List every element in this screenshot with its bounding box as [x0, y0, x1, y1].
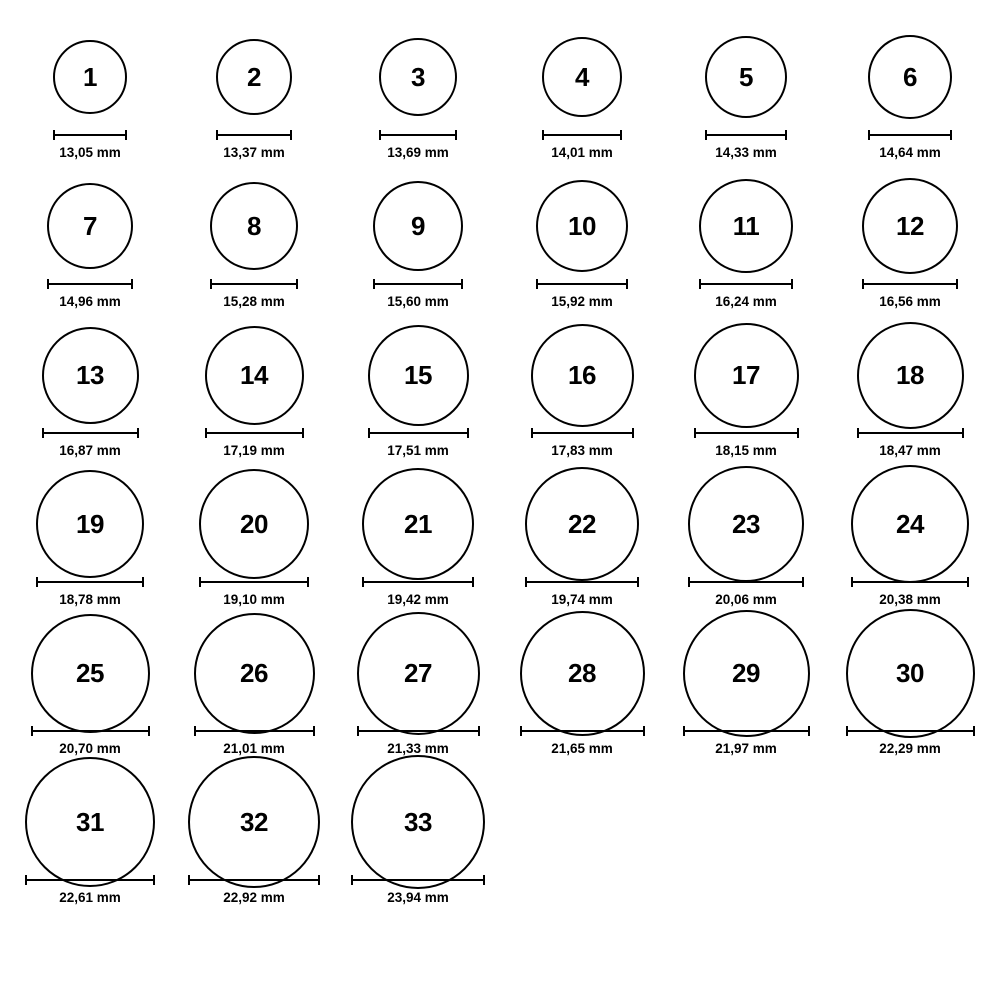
measure-line	[357, 730, 480, 732]
ring-size-number: 19	[76, 509, 104, 539]
ring-measure-bar	[683, 726, 810, 736]
ring-size-number: 1	[83, 62, 97, 92]
measure-cap-left	[42, 428, 44, 438]
ring-measure-bar	[368, 428, 469, 438]
measure-cap-left	[542, 130, 544, 140]
ring-diameter-label: 17,83 mm	[551, 443, 613, 458]
ring-diameter-label: 16,56 mm	[879, 294, 941, 309]
ring-measure-bar	[205, 428, 304, 438]
measure-cap-left	[862, 279, 864, 289]
measure-cap-left	[531, 428, 533, 438]
ring-size-cell	[336, 167, 500, 316]
ring-circle	[536, 180, 628, 272]
ring-size-number: 3	[411, 62, 425, 92]
measure-cap-left	[688, 577, 690, 587]
measure-line	[851, 581, 969, 583]
measure-cap-right	[467, 428, 469, 438]
ring-circle	[362, 468, 474, 580]
ring-diameter-label: 17,19 mm	[223, 443, 285, 458]
ring-diameter-label: 19,10 mm	[223, 592, 285, 607]
ring-circle-wrap	[172, 316, 336, 434]
measure-cap-right	[808, 726, 810, 736]
ring-diameter-label: 21,33 mm	[387, 741, 449, 756]
ring-size-number: 20	[240, 509, 268, 539]
measure-line	[25, 879, 155, 881]
ring-circle	[368, 325, 469, 426]
measure-line	[210, 283, 298, 285]
ring-size-number: 6	[903, 62, 917, 92]
ring-diameter-label: 14,64 mm	[879, 145, 941, 160]
ring-circle	[216, 39, 292, 115]
measure-cap-right	[313, 726, 315, 736]
ring-measure-bar	[868, 130, 952, 140]
ring-circle	[199, 469, 309, 579]
measure-line	[705, 134, 787, 136]
ring-measure-bar	[31, 726, 150, 736]
ring-measure-bar	[688, 577, 804, 587]
ring-size-cell	[664, 316, 828, 465]
measure-line	[699, 283, 793, 285]
ring-measure-bar	[705, 130, 787, 140]
ring-circle-wrap	[8, 465, 172, 583]
ring-size-number: 21	[404, 509, 432, 539]
measure-cap-right	[483, 875, 485, 885]
ring-measure-bar	[379, 130, 457, 140]
ring-size-cell	[500, 316, 664, 465]
measure-cap-right	[643, 726, 645, 736]
measure-line	[188, 879, 320, 881]
measure-line	[373, 283, 463, 285]
measure-cap-left	[536, 279, 538, 289]
ring-diameter-label: 22,29 mm	[879, 741, 941, 756]
ring-diameter-label: 16,87 mm	[59, 443, 121, 458]
ring-diameter-label: 20,70 mm	[59, 741, 121, 756]
ring-circle	[357, 612, 480, 735]
ring-size-cell	[172, 316, 336, 465]
measure-cap-left	[368, 428, 370, 438]
ring-circle-wrap	[172, 167, 336, 285]
measure-cap-left	[379, 130, 381, 140]
ring-diameter-label: 15,28 mm	[223, 294, 285, 309]
ring-measure-bar	[210, 279, 298, 289]
measure-line	[846, 730, 975, 732]
measure-cap-right	[318, 875, 320, 885]
measure-cap-right	[455, 130, 457, 140]
ring-circle	[25, 757, 155, 887]
ring-diameter-label: 21,01 mm	[223, 741, 285, 756]
ring-measure-bar	[525, 577, 639, 587]
ring-size-cell	[828, 316, 992, 465]
measure-line	[351, 879, 485, 881]
ring-circle-wrap	[336, 316, 500, 434]
ring-circle-wrap	[8, 167, 172, 285]
ring-diameter-label: 18,78 mm	[59, 592, 121, 607]
ring-measure-bar	[531, 428, 634, 438]
ring-circle	[194, 613, 315, 734]
measure-cap-left	[188, 875, 190, 885]
ring-measure-bar	[846, 726, 975, 736]
ring-circle	[53, 40, 127, 114]
ring-circle	[31, 614, 150, 733]
ring-size-cell	[664, 167, 828, 316]
measure-cap-left	[210, 279, 212, 289]
ring-circle	[47, 183, 133, 269]
ring-size-cell	[828, 167, 992, 316]
measure-line	[525, 581, 639, 583]
measure-cap-right	[307, 577, 309, 587]
ring-size-cell	[500, 614, 664, 763]
ring-size-number: 33	[404, 807, 432, 837]
ring-measure-bar	[536, 279, 628, 289]
ring-circle-wrap	[828, 465, 992, 583]
ring-size-cell	[664, 18, 828, 167]
ring-size-cell	[8, 465, 172, 614]
ring-measure-bar	[357, 726, 480, 736]
ring-circle	[699, 179, 793, 273]
ring-circle	[210, 182, 298, 270]
ring-size-number: 10	[568, 211, 596, 241]
measure-cap-right	[137, 428, 139, 438]
ring-size-cell	[8, 18, 172, 167]
ring-size-number: 24	[896, 509, 924, 539]
ring-diameter-label: 13,69 mm	[387, 145, 449, 160]
measure-cap-right	[632, 428, 634, 438]
ring-circle-wrap	[336, 614, 500, 732]
ring-circle	[373, 181, 463, 271]
ring-circle-wrap	[500, 18, 664, 136]
ring-circle-wrap	[664, 465, 828, 583]
ring-measure-bar	[36, 577, 144, 587]
measure-cap-right	[802, 577, 804, 587]
ring-size-cell	[172, 18, 336, 167]
measure-cap-left	[357, 726, 359, 736]
ring-circle	[862, 178, 958, 274]
ring-circle-wrap	[336, 465, 500, 583]
ring-measure-bar	[199, 577, 309, 587]
measure-cap-left	[520, 726, 522, 736]
ring-size-cell	[336, 614, 500, 763]
ring-diameter-label: 15,92 mm	[551, 294, 613, 309]
ring-diameter-label: 19,74 mm	[551, 592, 613, 607]
ring-diameter-label: 14,33 mm	[715, 145, 777, 160]
ring-circle-wrap	[336, 167, 500, 285]
measure-cap-right	[472, 577, 474, 587]
measure-cap-right	[785, 130, 787, 140]
ring-circle-wrap	[172, 763, 336, 881]
ring-size-number: 18	[896, 360, 924, 390]
ring-size-cell	[828, 18, 992, 167]
ring-diameter-label: 22,92 mm	[223, 890, 285, 905]
ring-diameter-label: 21,65 mm	[551, 741, 613, 756]
ring-circle-wrap	[828, 316, 992, 434]
ring-circle	[520, 611, 645, 736]
measure-cap-left	[683, 726, 685, 736]
measure-line	[36, 581, 144, 583]
ring-size-number: 11	[732, 211, 760, 241]
ring-size-cell	[828, 465, 992, 614]
ring-circle	[542, 37, 622, 117]
ring-diameter-label: 13,37 mm	[223, 145, 285, 160]
ring-size-number: 22	[568, 509, 596, 539]
ring-circle	[868, 35, 952, 119]
measure-cap-left	[216, 130, 218, 140]
measure-cap-left	[846, 726, 848, 736]
ring-circle-wrap	[664, 18, 828, 136]
measure-cap-left	[25, 875, 27, 885]
ring-circle	[705, 36, 787, 118]
ring-measure-bar	[857, 428, 964, 438]
ring-circle	[846, 609, 975, 738]
measure-cap-right	[142, 577, 144, 587]
measure-cap-right	[797, 428, 799, 438]
measure-cap-left	[199, 577, 201, 587]
measure-cap-right	[302, 428, 304, 438]
ring-size-cell	[172, 465, 336, 614]
measure-line	[31, 730, 150, 732]
measure-cap-left	[868, 130, 870, 140]
ring-circle-wrap	[172, 465, 336, 583]
ring-circle-wrap	[500, 167, 664, 285]
measure-cap-right	[791, 279, 793, 289]
measure-cap-right	[478, 726, 480, 736]
measure-cap-right	[620, 130, 622, 140]
ring-size-cell	[500, 18, 664, 167]
ring-circle-wrap	[8, 614, 172, 732]
measure-cap-left	[699, 279, 701, 289]
ring-diameter-label: 19,42 mm	[387, 592, 449, 607]
ring-size-number: 27	[404, 658, 432, 688]
measure-line	[520, 730, 645, 732]
ring-circle-wrap	[664, 316, 828, 434]
measure-cap-right	[962, 428, 964, 438]
ring-size-number: 25	[76, 658, 104, 688]
ring-measure-bar	[47, 279, 133, 289]
measure-cap-left	[47, 279, 49, 289]
ring-size-number: 7	[83, 211, 97, 241]
measure-cap-right	[967, 577, 969, 587]
measure-cap-left	[851, 577, 853, 587]
ring-measure-bar	[188, 875, 320, 885]
ring-circle-wrap	[172, 614, 336, 732]
ring-size-number: 17	[732, 360, 760, 390]
ring-diameter-label: 18,15 mm	[715, 443, 777, 458]
ring-diameter-label: 22,61 mm	[59, 890, 121, 905]
ring-size-number: 12	[896, 211, 924, 241]
ring-measure-bar	[362, 577, 474, 587]
ring-circle	[36, 470, 144, 578]
ring-grid	[0, 18, 1000, 912]
ring-size-cell	[8, 167, 172, 316]
measure-line	[379, 134, 457, 136]
measure-line	[42, 432, 139, 434]
ring-size-number: 2	[247, 62, 261, 92]
measure-line	[536, 283, 628, 285]
ring-circle-wrap	[828, 614, 992, 732]
measure-cap-right	[125, 130, 127, 140]
ring-circle-wrap	[664, 167, 828, 285]
ring-size-number: 31	[76, 807, 104, 837]
measure-cap-left	[351, 875, 353, 885]
ring-size-cell	[336, 316, 500, 465]
measure-line	[694, 432, 799, 434]
measure-cap-right	[637, 577, 639, 587]
measure-cap-left	[705, 130, 707, 140]
ring-measure-bar	[520, 726, 645, 736]
ring-size-cell	[172, 167, 336, 316]
ring-measure-bar	[542, 130, 622, 140]
measure-cap-left	[205, 428, 207, 438]
measure-cap-right	[461, 279, 463, 289]
ring-diameter-label: 14,96 mm	[59, 294, 121, 309]
ring-size-number: 16	[568, 360, 596, 390]
ring-size-number: 28	[568, 658, 596, 688]
ring-size-cell	[336, 763, 500, 912]
measure-cap-left	[194, 726, 196, 736]
measure-line	[216, 134, 292, 136]
ring-circle-wrap	[336, 763, 500, 881]
ring-measure-bar	[25, 875, 155, 885]
measure-cap-left	[694, 428, 696, 438]
ring-size-cell	[500, 167, 664, 316]
measure-line	[542, 134, 622, 136]
ring-circle-wrap	[500, 316, 664, 434]
ring-diameter-label: 13,05 mm	[59, 145, 121, 160]
measure-cap-right	[131, 279, 133, 289]
ring-circle	[694, 323, 799, 428]
ring-circle	[188, 756, 320, 888]
ring-size-cell	[828, 614, 992, 763]
ring-diameter-label: 18,47 mm	[879, 443, 941, 458]
ring-size-number: 14	[240, 360, 268, 390]
ring-circle	[857, 322, 964, 429]
ring-circle	[351, 755, 485, 889]
measure-cap-right	[626, 279, 628, 289]
ring-size-cell	[336, 465, 500, 614]
measure-cap-right	[950, 130, 952, 140]
measure-line	[362, 581, 474, 583]
ring-size-number: 29	[732, 658, 760, 688]
ring-measure-bar	[216, 130, 292, 140]
measure-cap-right	[956, 279, 958, 289]
measure-cap-right	[290, 130, 292, 140]
ring-measure-bar	[862, 279, 958, 289]
ring-circle	[688, 466, 804, 582]
measure-line	[857, 432, 964, 434]
ring-measure-bar	[851, 577, 969, 587]
ring-size-cell	[8, 316, 172, 465]
ring-diameter-label: 21,97 mm	[715, 741, 777, 756]
ring-size-cell	[500, 465, 664, 614]
ring-circle-wrap	[500, 614, 664, 732]
ring-measure-bar	[53, 130, 127, 140]
measure-cap-right	[973, 726, 975, 736]
ring-size-cell	[8, 763, 172, 912]
ring-circle	[531, 324, 634, 427]
measure-line	[199, 581, 309, 583]
ring-measure-bar	[373, 279, 463, 289]
ring-circle-wrap	[8, 316, 172, 434]
measure-line	[368, 432, 469, 434]
ring-size-number: 9	[411, 211, 425, 241]
ring-size-number: 5	[739, 62, 753, 92]
ring-size-cell	[172, 614, 336, 763]
ring-circle-wrap	[8, 763, 172, 881]
ring-circle	[851, 465, 969, 583]
ring-diameter-label: 20,06 mm	[715, 592, 777, 607]
measure-cap-left	[36, 577, 38, 587]
measure-cap-left	[362, 577, 364, 587]
measure-line	[47, 283, 133, 285]
ring-measure-bar	[351, 875, 485, 885]
ring-diameter-label: 15,60 mm	[387, 294, 449, 309]
measure-line	[53, 134, 127, 136]
ring-circle	[42, 327, 139, 424]
measure-cap-left	[525, 577, 527, 587]
ring-size-number: 4	[575, 62, 589, 92]
measure-line	[868, 134, 952, 136]
measure-line	[683, 730, 810, 732]
ring-measure-bar	[194, 726, 315, 736]
ring-circle	[379, 38, 457, 116]
ring-circle-wrap	[664, 614, 828, 732]
ring-size-cell	[336, 18, 500, 167]
ring-circle-wrap	[828, 167, 992, 285]
ring-size-number: 26	[240, 658, 268, 688]
ring-measure-bar	[694, 428, 799, 438]
ring-diameter-label: 14,01 mm	[551, 145, 613, 160]
ring-size-number: 23	[732, 509, 760, 539]
measure-line	[531, 432, 634, 434]
ring-size-cell	[664, 614, 828, 763]
ring-size-number: 13	[76, 360, 104, 390]
ring-diameter-label: 16,24 mm	[715, 294, 777, 309]
ring-diameter-label: 17,51 mm	[387, 443, 449, 458]
ring-circle	[205, 326, 304, 425]
measure-cap-right	[296, 279, 298, 289]
ring-size-cell	[664, 465, 828, 614]
ring-size-cell	[172, 763, 336, 912]
ring-circle-wrap	[172, 18, 336, 136]
ring-circle	[525, 467, 639, 581]
ring-measure-bar	[699, 279, 793, 289]
ring-size-number: 32	[240, 807, 268, 837]
ring-diameter-label: 23,94 mm	[387, 890, 449, 905]
ring-circle-wrap	[500, 465, 664, 583]
measure-cap-left	[53, 130, 55, 140]
measure-cap-right	[148, 726, 150, 736]
ring-circle	[683, 610, 810, 737]
measure-line	[194, 730, 315, 732]
ring-size-number: 8	[247, 211, 261, 241]
ring-circle-wrap	[336, 18, 500, 136]
measure-line	[862, 283, 958, 285]
ring-size-cell	[8, 614, 172, 763]
measure-cap-left	[31, 726, 33, 736]
ring-circle-wrap	[828, 18, 992, 136]
ring-measure-bar	[42, 428, 139, 438]
ring-circle-wrap	[8, 18, 172, 136]
measure-line	[688, 581, 804, 583]
measure-cap-left	[857, 428, 859, 438]
measure-cap-left	[373, 279, 375, 289]
ring-size-number: 15	[404, 360, 432, 390]
measure-line	[205, 432, 304, 434]
ring-size-number: 30	[896, 658, 924, 688]
measure-cap-right	[153, 875, 155, 885]
ring-diameter-label: 20,38 mm	[879, 592, 941, 607]
